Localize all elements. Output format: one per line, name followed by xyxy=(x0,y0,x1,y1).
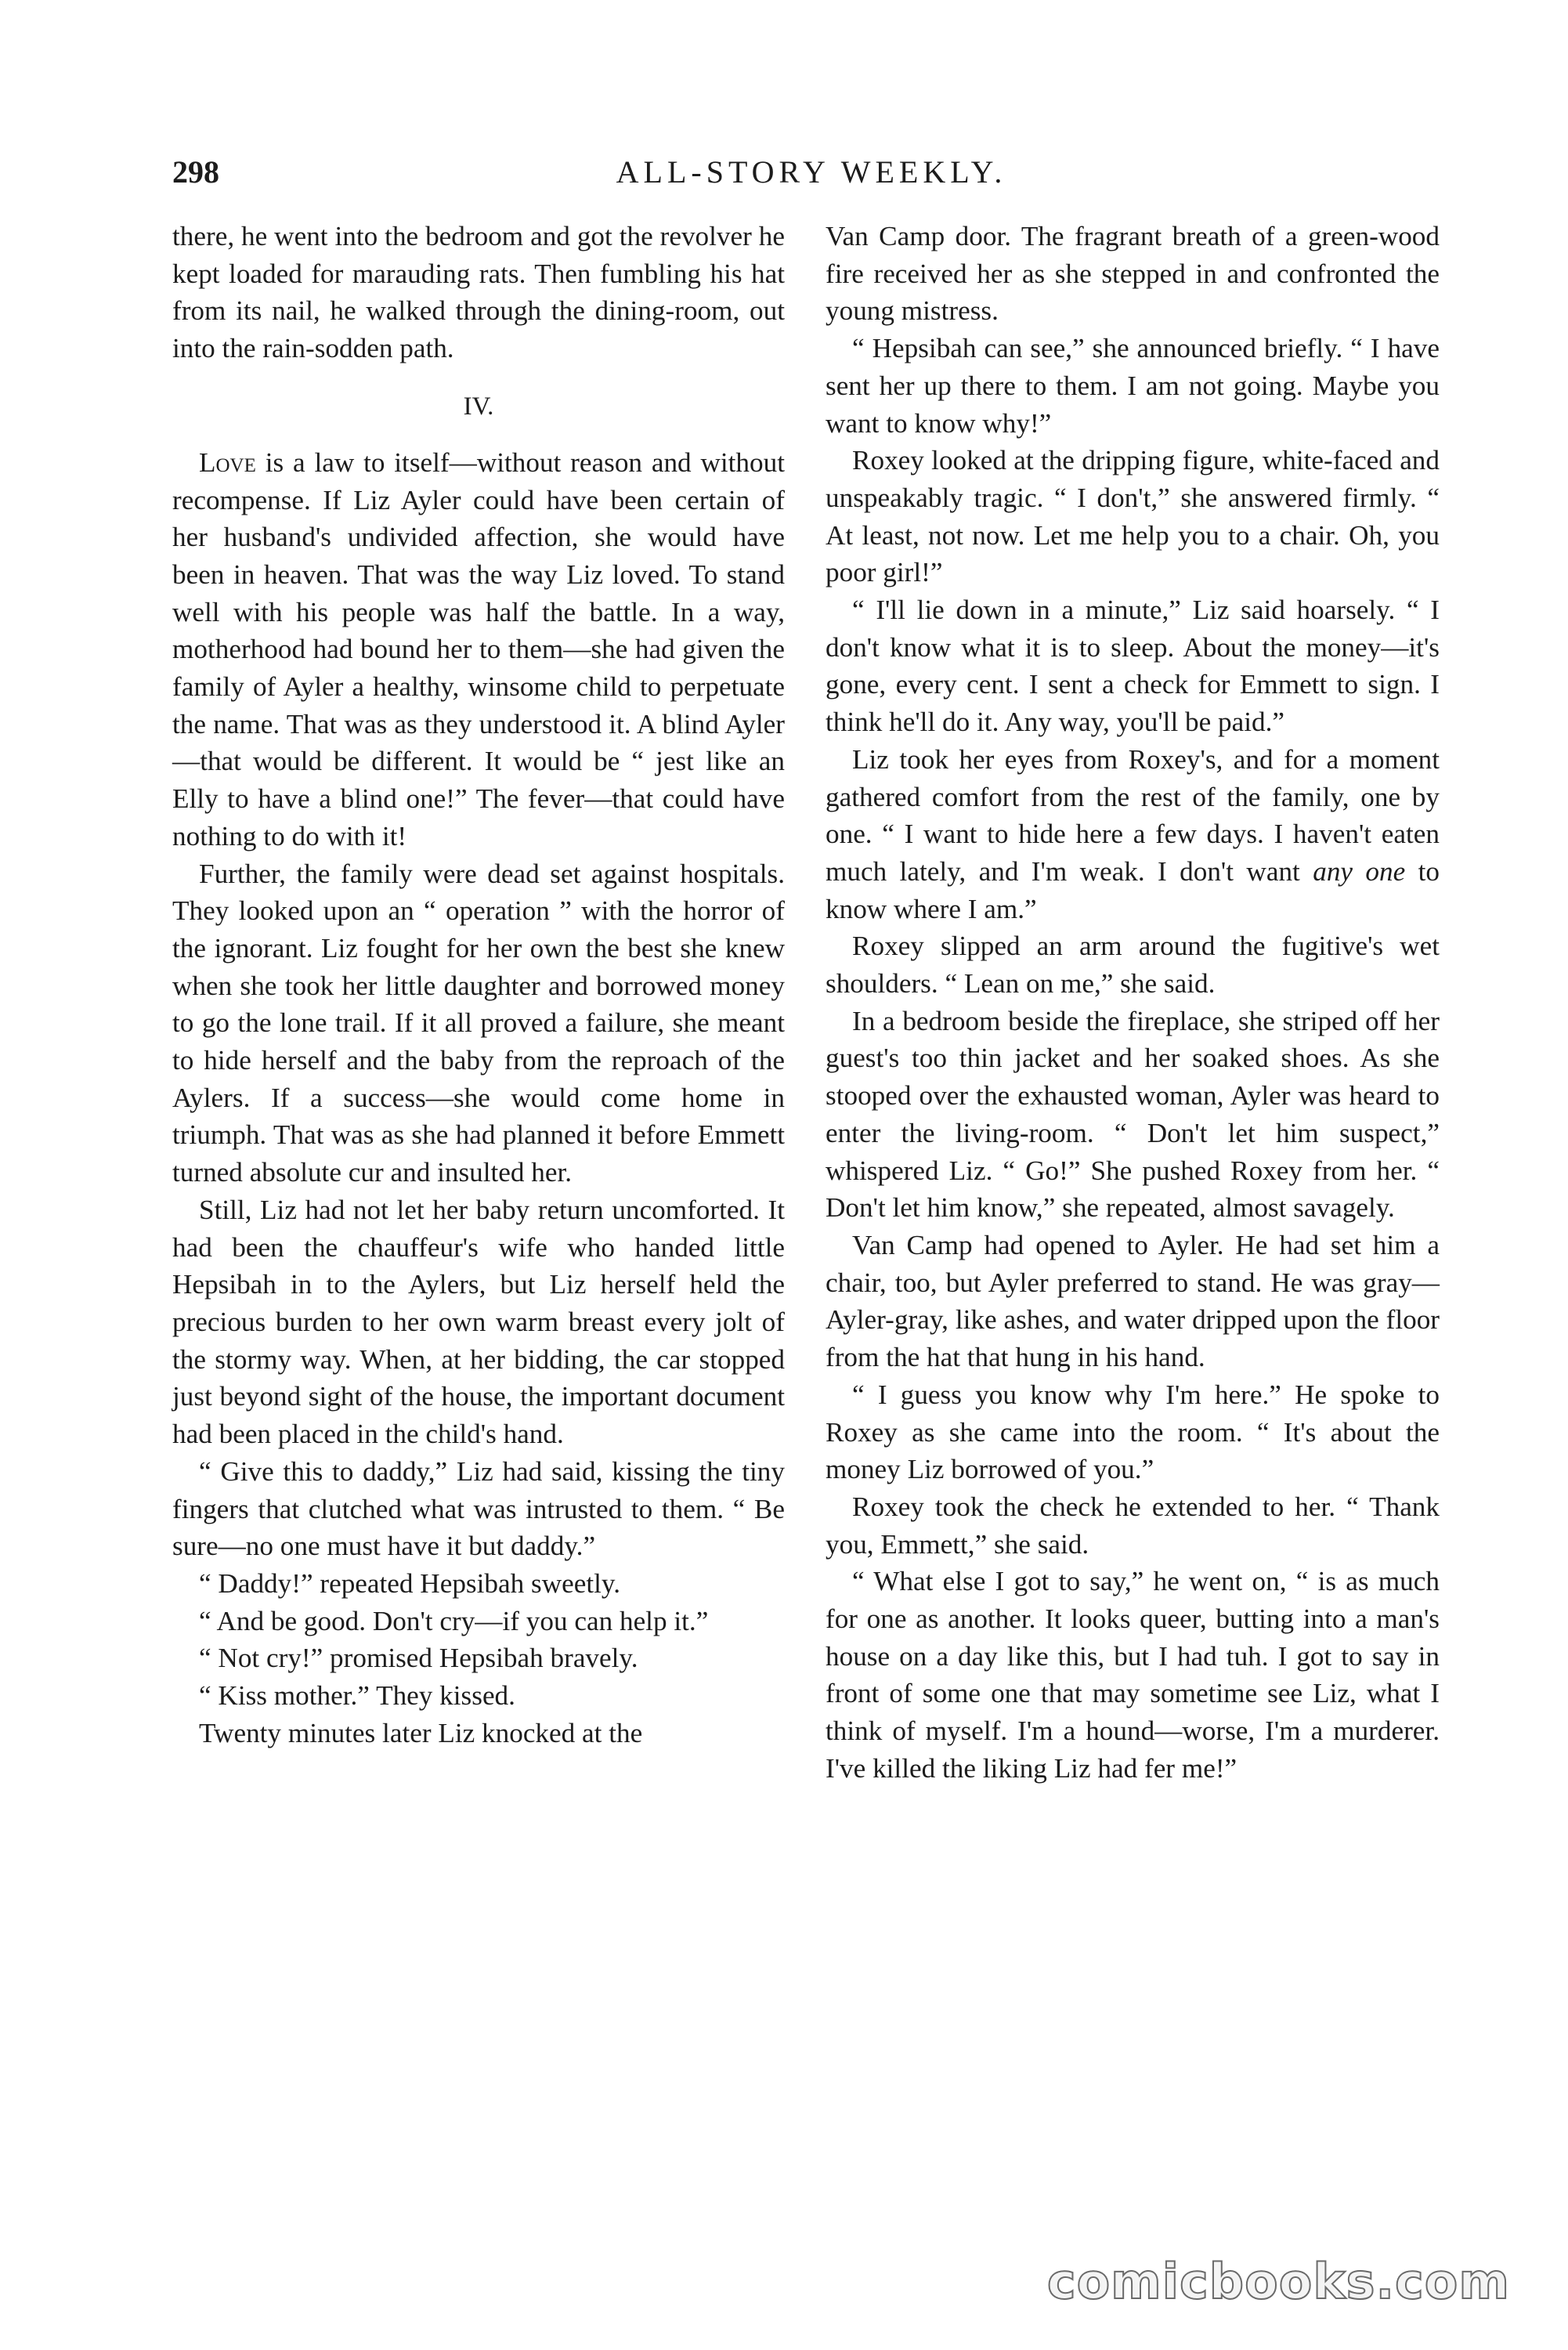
page-header xyxy=(172,149,1451,212)
paragraph-text: Liz took her eyes from Roxey's, and for a moment gathered comfort from the rest of the family, one by one. “ I want to hide here a few days. I haven't eaten much lately, and I'm weak. I don't want xyxy=(826,743,1440,887)
paragraph: “ I'll lie down in a minute,” Liz said hoarsely. “ I don't know what it is to sleep. About the money—it's gone, every cent. I sent a check for Emmett to sign. I think he'll do it. Any way, you'll be paid.” xyxy=(826,595,1440,738)
paragraph: Roxey looked at the dripping figure, white-faced and unspeakably tragic. “ I don't,” she answered firmly. “ At least, not now. Let me help you to a chair. Oh, you poor girl!” xyxy=(826,445,1440,588)
paragraph: there, he went into the bedroom and got the revolver he kept loaded for marauding rats. Then fumbling his hat from its nail, he walked through the dining-room, out into the rain-sodden path. xyxy=(172,221,785,364)
paragraph: Further, the family were dead set against hospitals. They looked upon an “ operation ” with the horror of the ignorant. Liz fought for her own the best she knew when she took her little daughter and borrowed money to go the lone trail. If it all proved a failure, she meant to hide herself and the baby from the reproach of the Aylers. If a success—she would come home in triumph. That was as she had planned it before Emmett turned absolute cur and insulted her. xyxy=(172,858,785,1188)
paragraph: “ And be good. Don't cry—if you can help it.” xyxy=(199,1605,709,1636)
paragraph: In a bedroom beside the fireplace, she striped off her guest's too thin jacket and her soaked shoes. As she stooped over the exhausted woman, Ayler was heard to enter the living-room. “ Don't let him suspect,” whispered Liz. “ Go!” She pushed Roxey from her. “ Don't let him know,” she repeated, almost savagely. xyxy=(826,1005,1440,1224)
paragraph-text: is a law to itself—without reason and without recompense. If Liz Ayler could have been certain of her husband's undivided affection, she would have been in heaven. That was the way Liz loved. To stand well with his people was half the battle. In a way, motherhood had bound her to them—she had given the family of Ayler a healthy, winsome child to perpetuate the name. That was as they understood it. A blind Ayler—that would be different. It would be “ jest like an Elly to have a blind one!” The fever—that could have nothing to do with it! xyxy=(172,446,785,851)
paragraph: Twenty minutes later Liz knocked at the xyxy=(199,1717,643,1748)
emphasis-text: any one xyxy=(1313,855,1406,887)
page-number: 298 xyxy=(172,154,219,190)
paragraph xyxy=(826,741,1440,928)
paragraph: Van Camp had opened to Ayler. He had set him a chair, too, but Ayler preferred to stand. He was gray—Ayler-gray, like ashes, and water dripped upon the floor from the hat that hung in his hand. xyxy=(826,1229,1440,1373)
paragraph xyxy=(172,444,785,855)
paragraph-text: to know where I am.” xyxy=(826,855,1440,924)
paragraph: “ What else I got to say,” he went on, “ is as much for one as another. It looks queer, butting into a man's house on a day like this, but I had tuh. I got to say in front of some one that may sometime see Liz, what I think of myself. I'm a hound—worse, I'm a murderer. I've killed the liking Liz had fer me!” xyxy=(826,1566,1440,1784)
right-column xyxy=(826,218,1440,1788)
paragraph: “ Daddy!” repeated Hepsibah sweetly. xyxy=(199,1567,621,1599)
paragraph: Van Camp door. The fragrant breath of a green-wood fire received her as she stepped in and confronted the young mistress. xyxy=(826,221,1440,327)
section-heading: IV. xyxy=(463,392,494,421)
paragraph: “ I guess you know why I'm here.” He spoke to Roxey as she came into the room. “ It's about the money Liz borrowed of you.” xyxy=(826,1379,1440,1485)
paragraph: Roxey took the check he extended to her. “ Thank you, Emmett,” she said. xyxy=(826,1491,1440,1560)
running-title: ALL-STORY WEEKLY. xyxy=(616,154,1007,190)
paragraph: “ Not cry!” promised Hepsibah bravely. xyxy=(199,1643,638,1674)
paragraph: “ Kiss mother.” They kissed. xyxy=(199,1680,515,1712)
left-column xyxy=(172,218,785,1752)
paragraph: Roxey slipped an arm around the fugitive's wet shoulders. “ Lean on me,” she said. xyxy=(826,931,1440,1000)
paragraph: “ Hepsibah can see,” she announced briefly. “ I have sent her up there to them. I am not going. Maybe you want to know why!” xyxy=(826,333,1440,439)
paragraph: “ Give this to daddy,” Liz had said, kissing the tiny fingers that clutched what was intrusted to them. “ Be sure—no one must have it but daddy.” xyxy=(172,1455,785,1562)
lead-word: Love xyxy=(199,446,256,478)
paragraph: Still, Liz had not let her baby return uncomforted. It had been the chauffeur's wife who handed little Hepsibah in to the Aylers, but Liz herself held the precious burden to her own warm breast every jolt of the stormy way. When, at her bidding, the car stopped just beyond sight of the house, the important document had been placed in the child's hand. xyxy=(172,1194,785,1450)
watermark-logo: comicbooks.com xyxy=(1046,2253,1510,2310)
